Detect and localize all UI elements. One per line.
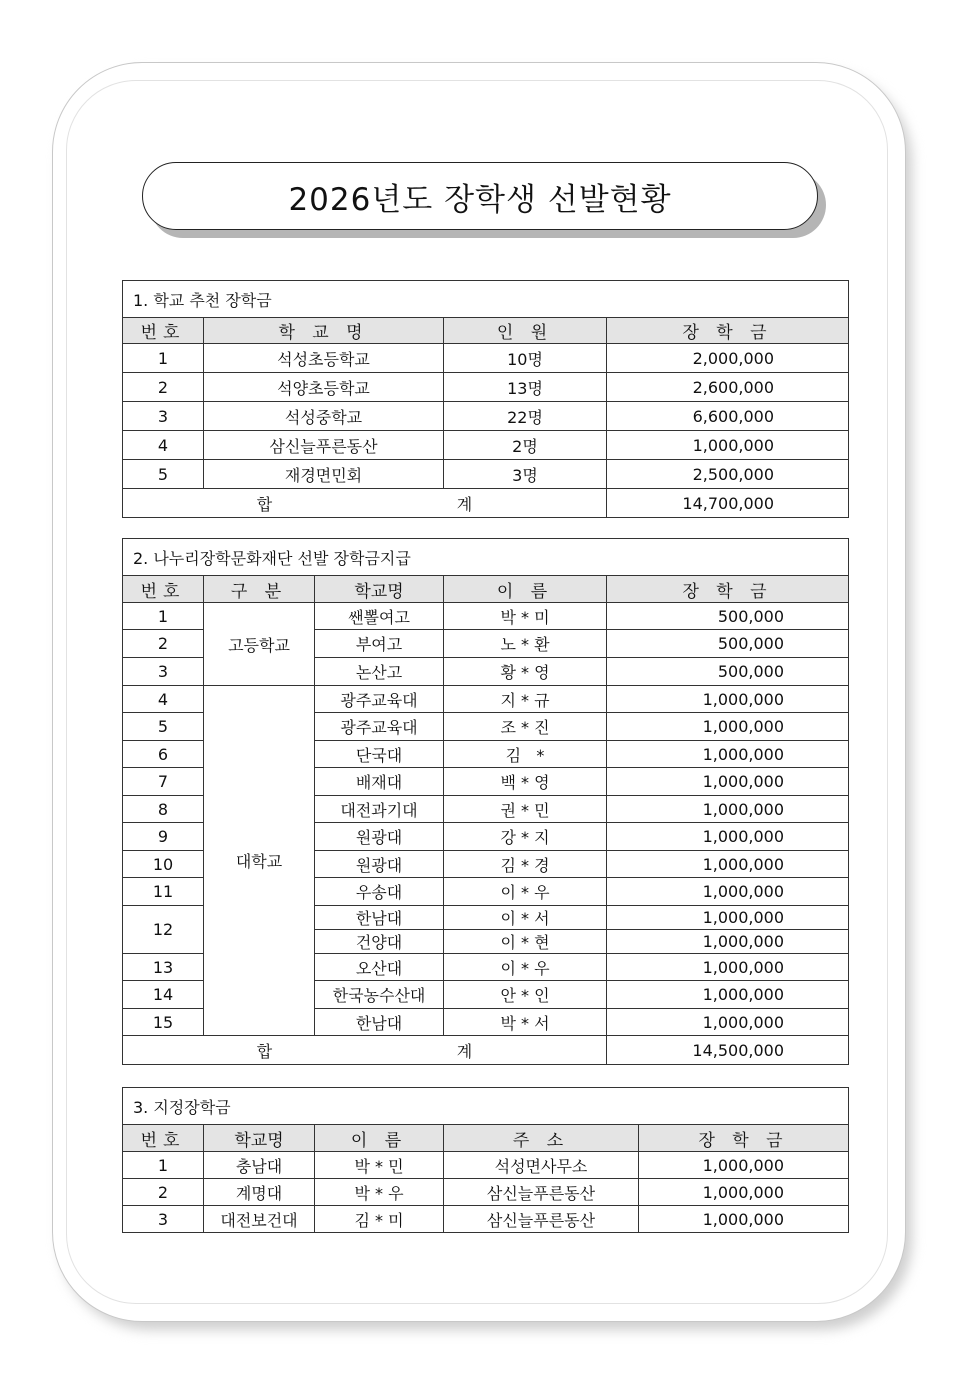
row-amount: 1,000,000	[607, 431, 849, 460]
section1-total-value: 14,700,000	[607, 489, 849, 518]
row-number: 7	[123, 768, 204, 796]
row-amount: 1,000,000	[607, 741, 849, 768]
row-amount: 1,000,000	[607, 823, 849, 851]
row-number: 6	[123, 741, 204, 768]
row-number: 3	[123, 658, 204, 686]
row-name: 백 * 영	[444, 768, 607, 796]
row-school: 충남대	[204, 1152, 315, 1179]
row-number: 5	[123, 713, 204, 741]
row-school: 쌘뽈여고	[315, 603, 444, 630]
row-amount: 2,600,000	[607, 373, 849, 402]
table-row	[123, 373, 849, 402]
header-address: 주 소	[444, 1125, 639, 1152]
row-number: 9	[123, 823, 204, 851]
row-name: 이 * 우	[444, 878, 607, 906]
header-amount: 장 학 금	[607, 318, 849, 344]
row-number: 2	[123, 373, 204, 402]
header-name: 이 름	[315, 1125, 444, 1152]
row-number: 14	[123, 981, 204, 1009]
row-name: 이 * 서	[444, 906, 607, 930]
row-amount: 500,000	[607, 630, 849, 658]
row-name: 안 * 인	[444, 981, 607, 1009]
row-amount: 1,000,000	[607, 796, 849, 823]
row-school: 석성초등학교	[204, 344, 444, 373]
row-amount: 1,000,000	[607, 906, 849, 930]
row-amount: 1,000,000	[607, 930, 849, 954]
row-school: 원광대	[315, 851, 444, 878]
row-name: 조 * 진	[444, 713, 607, 741]
row-number: 1	[123, 344, 204, 373]
row-name: 김 * 경	[444, 851, 607, 878]
row-count: 22명	[444, 402, 607, 431]
row-amount: 1,000,000	[607, 713, 849, 741]
row-count: 13명	[444, 373, 607, 402]
row-name: 지 * 규	[444, 686, 607, 713]
header-name: 이 름	[444, 576, 607, 603]
row-amount: 2,500,000	[607, 460, 849, 489]
row-school: 한국농수산대	[315, 981, 444, 1009]
row-amount: 1,000,000	[607, 1009, 849, 1036]
row-name: 김 * 미	[315, 1206, 444, 1233]
table-row	[123, 431, 849, 460]
row-school: 한남대	[315, 906, 444, 930]
row-school: 논산고	[315, 658, 444, 686]
row-count: 3명	[444, 460, 607, 489]
row-amount: 1,000,000	[607, 981, 849, 1009]
row-count: 10명	[444, 344, 607, 373]
foundation-scholarship-table	[122, 538, 849, 1065]
row-school: 재경면민회	[204, 460, 444, 489]
row-number: 1	[123, 603, 204, 630]
row-number: 10	[123, 851, 204, 878]
row-name: 황 * 영	[444, 658, 607, 686]
row-school: 배재대	[315, 768, 444, 796]
row-address: 삼신늘푸른동산	[444, 1206, 639, 1233]
section3-heading: 3. 지정장학금	[123, 1088, 849, 1125]
row-school: 석성중학교	[204, 402, 444, 431]
header-number: 번호	[123, 318, 204, 344]
row-amount: 1,000,000	[607, 954, 849, 981]
header-count: 인 원	[444, 318, 607, 344]
table-row	[123, 1152, 849, 1179]
row-amount: 1,000,000	[639, 1206, 849, 1233]
row-number: 8	[123, 796, 204, 823]
table-row	[123, 686, 849, 713]
row-school: 광주교육대	[315, 686, 444, 713]
designated-scholarship-table	[122, 1087, 849, 1233]
row-number: 13	[123, 954, 204, 981]
table-row	[123, 402, 849, 431]
header-number: 번호	[123, 1125, 204, 1152]
section1-total-label: 합 계	[123, 489, 607, 518]
row-number: 4	[123, 686, 204, 713]
row-count: 2명	[444, 431, 607, 460]
row-number: 1	[123, 1152, 204, 1179]
page-title: 2026년도 장학생 선발현황	[142, 162, 818, 230]
row-amount: 500,000	[607, 603, 849, 630]
row-amount: 1,000,000	[607, 686, 849, 713]
header-school: 학 교 명	[204, 318, 444, 344]
section2-total-row	[123, 1036, 849, 1065]
row-amount: 2,000,000	[607, 344, 849, 373]
row-number: 5	[123, 460, 204, 489]
row-amount: 1,000,000	[639, 1152, 849, 1179]
section1-total-row	[123, 489, 849, 518]
section1-heading: 1. 학교 추천 장학금	[123, 281, 849, 318]
table-row	[123, 1206, 849, 1233]
row-address: 삼신늘푸른동산	[444, 1179, 639, 1206]
row-number: 2	[123, 630, 204, 658]
row-school: 한남대	[315, 1009, 444, 1036]
row-school: 석양초등학교	[204, 373, 444, 402]
row-number: 12	[123, 906, 204, 954]
table-row	[123, 344, 849, 373]
row-number: 4	[123, 431, 204, 460]
table-row	[123, 603, 849, 630]
row-school: 대전과기대	[315, 796, 444, 823]
row-school: 건양대	[315, 930, 444, 954]
row-name: 권 * 민	[444, 796, 607, 823]
header-amount: 장 학 금	[607, 576, 849, 603]
school-recommend-table	[122, 280, 849, 518]
row-school: 삼신늘푸른동산	[204, 431, 444, 460]
row-number: 11	[123, 878, 204, 906]
row-name: 김 *	[444, 741, 607, 768]
row-amount: 1,000,000	[607, 878, 849, 906]
row-number: 15	[123, 1009, 204, 1036]
row-number: 3	[123, 1206, 204, 1233]
row-amount: 1,000,000	[607, 768, 849, 796]
row-school: 우송대	[315, 878, 444, 906]
row-amount: 1,000,000	[639, 1179, 849, 1206]
row-amount: 500,000	[607, 658, 849, 686]
row-school: 대전보건대	[204, 1206, 315, 1233]
section2-total-label: 합 계	[123, 1036, 607, 1065]
row-name: 노 * 환	[444, 630, 607, 658]
header-school: 학교명	[315, 576, 444, 603]
header-number: 번호	[123, 576, 204, 603]
header-school: 학교명	[204, 1125, 315, 1152]
row-school: 광주교육대	[315, 713, 444, 741]
row-name: 박 * 우	[315, 1179, 444, 1206]
section2-heading: 2. 나누리장학문화재단 선발 장학금지급	[123, 539, 849, 576]
row-address: 석성면사무소	[444, 1152, 639, 1179]
row-amount: 6,600,000	[607, 402, 849, 431]
row-name: 강 * 지	[444, 823, 607, 851]
row-name: 박 * 민	[315, 1152, 444, 1179]
row-school: 계명대	[204, 1179, 315, 1206]
row-number: 2	[123, 1179, 204, 1206]
group-high-school: 고등학교	[204, 603, 315, 686]
table-row	[123, 1179, 849, 1206]
row-name: 이 * 우	[444, 954, 607, 981]
row-name: 이 * 현	[444, 930, 607, 954]
section2-total-value: 14,500,000	[607, 1036, 849, 1065]
row-number: 3	[123, 402, 204, 431]
row-school: 단국대	[315, 741, 444, 768]
row-name: 박 * 미	[444, 603, 607, 630]
header-amount: 장 학 금	[639, 1125, 849, 1152]
header-category: 구 분	[204, 576, 315, 603]
row-name: 박 * 서	[444, 1009, 607, 1036]
row-amount: 1,000,000	[607, 851, 849, 878]
row-school: 오산대	[315, 954, 444, 981]
row-school: 원광대	[315, 823, 444, 851]
row-school: 부여고	[315, 630, 444, 658]
table-row	[123, 460, 849, 489]
group-university: 대학교	[204, 686, 315, 1036]
